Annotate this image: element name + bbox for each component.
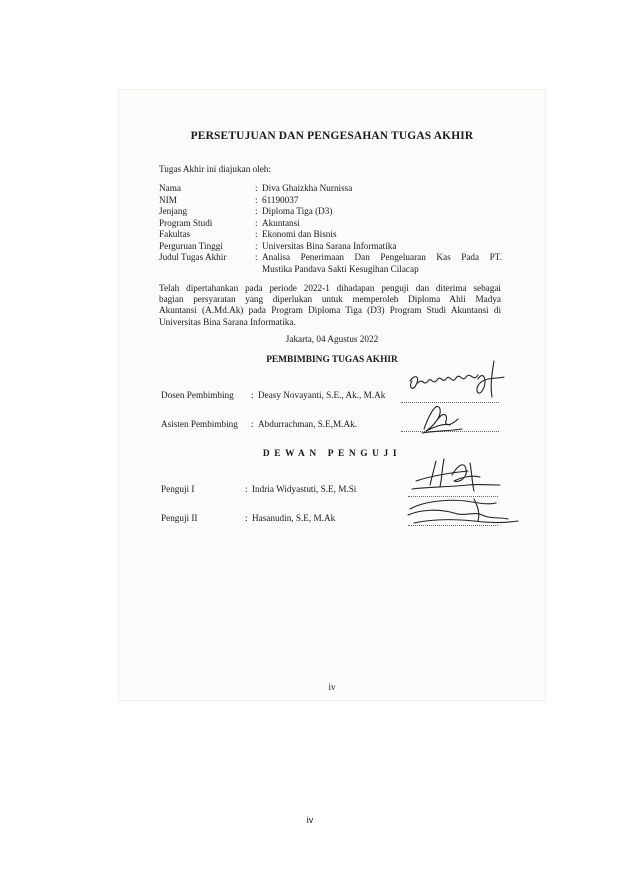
field-value: Diva Ghaizkha Nurnissa: [262, 183, 353, 193]
page-number: iv: [328, 682, 336, 692]
field-value-line1: Analisa Penerimaan Dan Pengeluaran Kas Pada PT.: [262, 252, 502, 262]
field-colon: :: [255, 252, 258, 262]
field-label: NIM: [159, 194, 177, 205]
document-page: [118, 89, 546, 701]
examiner-name: Hasanudin, S.E, M.Ak: [252, 513, 336, 523]
signature-advisor-1: [404, 357, 509, 407]
advisor-colon: :: [251, 419, 254, 429]
field-colon: :: [255, 194, 258, 205]
field-value: Diploma Tiga (D3): [262, 206, 333, 216]
examiners-heading: DEWAN PENGUJI: [262, 449, 402, 459]
field-value: Universitas Bina Sarana Informatika: [262, 240, 397, 251]
advisors-heading: PEMBIMBING TUGAS AKHIR: [266, 355, 398, 365]
place-date: Jakarta, 04 Agustus 2022: [285, 334, 379, 344]
field-label: Perguruan Tinggi: [159, 240, 223, 251]
examiner-name: Indria Widyastuti, S.E, M.Si: [252, 484, 357, 494]
field-label: Nama: [159, 183, 181, 193]
field-label: Fakultas: [159, 229, 191, 239]
advisor-name: Abdurrachman, S.E,M.Ak.: [258, 419, 358, 429]
field-colon: :: [255, 206, 258, 216]
signature-advisor-2: [418, 401, 468, 437]
field-label: Judul Tugas Akhir: [159, 252, 227, 262]
field-colon: :: [255, 217, 258, 228]
field-value: 61190037: [262, 194, 299, 205]
paragraph-line: Universitas Bina Sarana Informatika.: [159, 316, 296, 327]
advisor-colon: :: [251, 390, 254, 400]
intro-text: Tugas Akhir ini diajukan oleh:: [159, 164, 271, 174]
viewer-page-number: iv: [306, 815, 314, 825]
examiner-colon: :: [245, 484, 248, 494]
document-title: PERSETUJUAN DAN PENGESAHAN TUGAS AKHIR: [190, 130, 474, 142]
paragraph-line: Akuntansi (A.Md.Ak) pada Program Diploma Tiga (D3) Program Studi Akuntansi di: [159, 305, 501, 316]
advisor-role: Dosen Pembimbing: [161, 390, 234, 400]
field-colon: :: [255, 183, 258, 193]
field-value: Akuntansi: [262, 217, 300, 228]
field-label: Jenjang: [159, 206, 188, 216]
statement-paragraph: [159, 283, 501, 328]
field-colon: :: [255, 240, 258, 251]
examiner-role: Penguji II: [161, 513, 198, 523]
field-value-line2: Mustika Pandava Sakti Kesugihan Cilacap: [262, 263, 419, 274]
identity-fields: [118, 183, 546, 283]
paragraph-line: bagian persyaratan yang diperlukan untuk memperoleh Diploma Ahli Madya: [159, 294, 501, 305]
field-label: Program Studi: [159, 217, 213, 228]
advisor-role: Asisten Pembimbing: [161, 419, 238, 429]
signature-examiner-2: [404, 495, 522, 529]
paragraph-line: Telah dipertahankan pada periode 2022-1 dihadapan penguji dan diterima sebagai: [159, 283, 501, 293]
advisor-name: Deasy Novayanti, S.E., Ak., M.Ak: [258, 390, 386, 400]
field-colon: :: [255, 229, 258, 239]
field-value: Ekonomi dan Bisnis: [262, 229, 337, 239]
examiner-colon: :: [245, 513, 248, 523]
examiner-role: Penguji I: [161, 484, 195, 494]
